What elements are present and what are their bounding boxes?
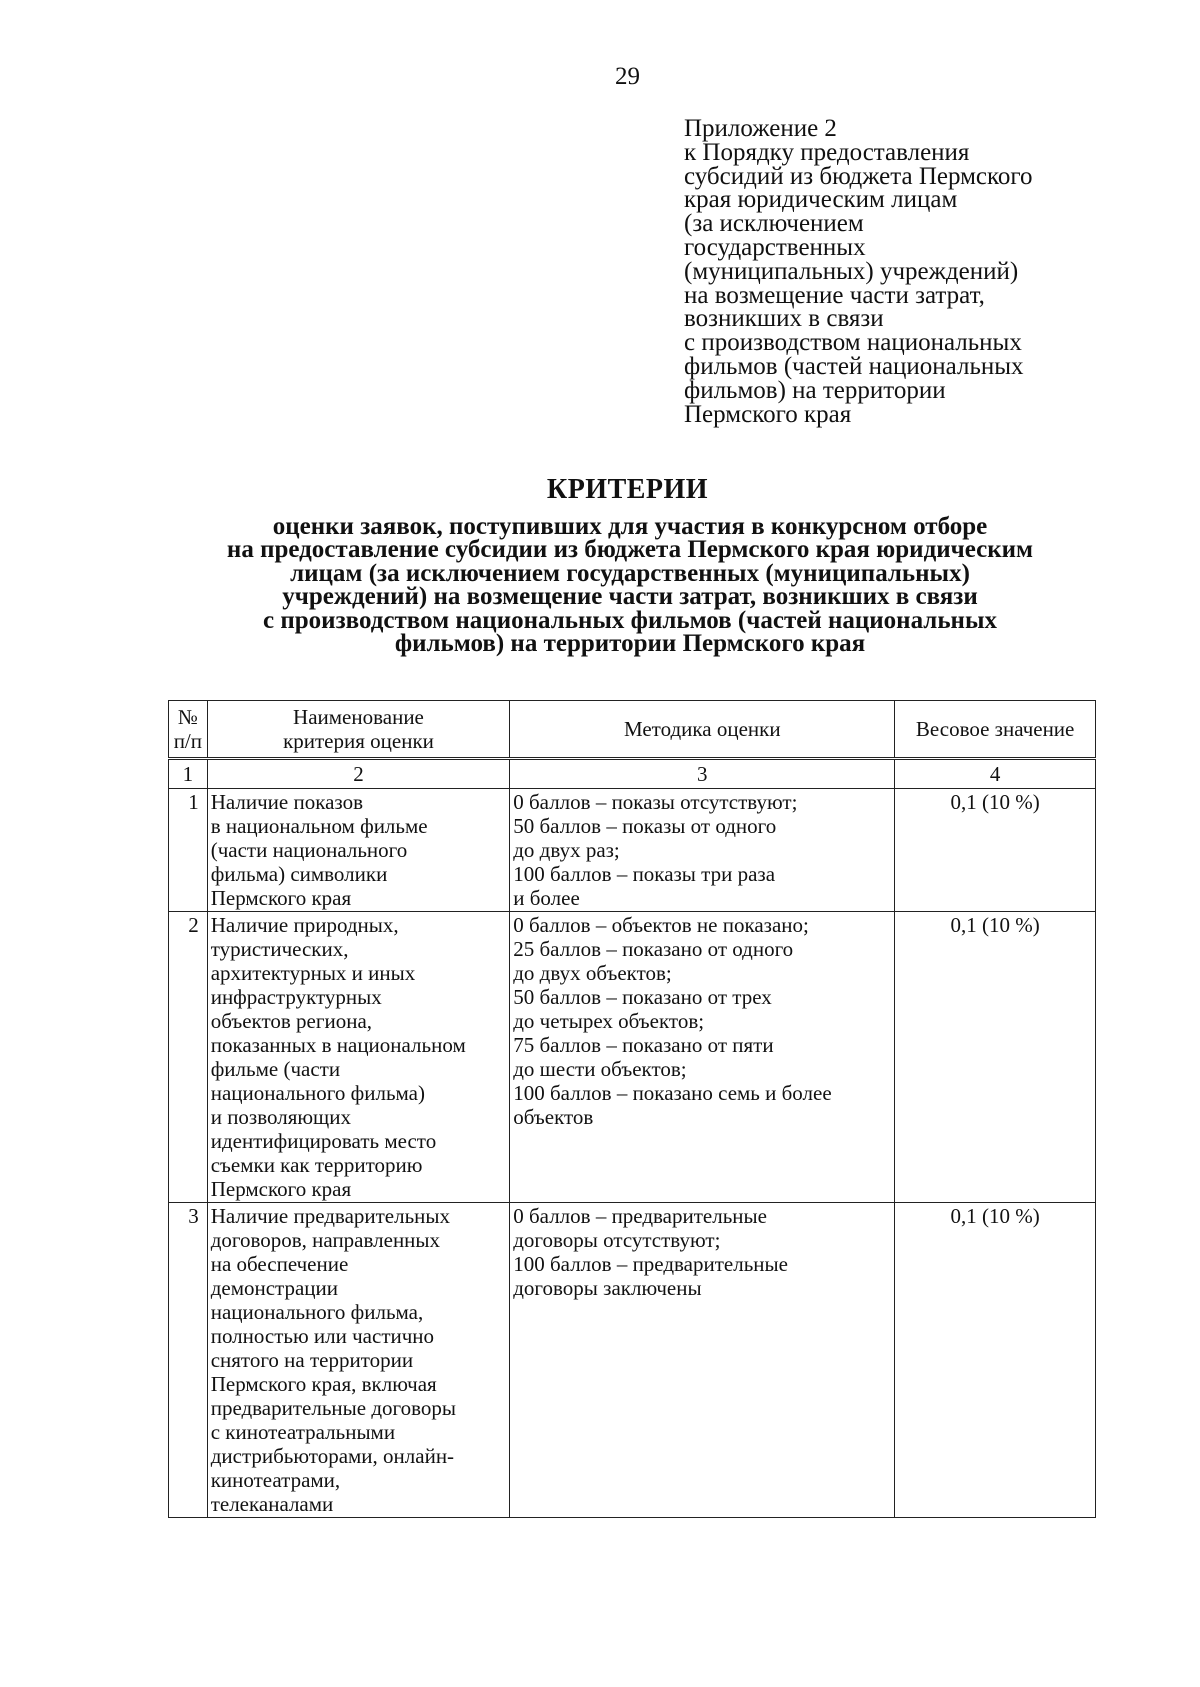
header-weight: Весовое значение: [895, 701, 1096, 759]
appendix-line: на возмещение части затрат,: [684, 281, 985, 309]
subtitle-line: на предоставление субсидии из бюджета Пермского края юридическим: [226, 536, 1034, 564]
header-name-line2: критерия оценки: [283, 729, 434, 753]
column-number-row: [169, 759, 1096, 789]
criterion-name-line: дистрибьюторами, онлайн-: [210, 1444, 455, 1468]
document-title: КРИТЕРИИ: [546, 474, 709, 505]
weight-value: 0,1 (10 %): [895, 789, 1096, 912]
appendix-line: к Порядку предоставления: [684, 138, 970, 166]
criterion-name-line: (части национального: [210, 838, 408, 862]
method-line: 50 баллов – показано от трех: [513, 985, 772, 1009]
criterion-name-line: снятого на территории: [210, 1348, 414, 1372]
criterion-name-line: договоров, направленных: [210, 1228, 441, 1252]
appendix-line: фильмов) на территории: [684, 376, 946, 404]
column-number: 3: [510, 759, 895, 789]
header-num: [169, 701, 208, 759]
criterion-name-line: инфраструктурных: [210, 985, 382, 1009]
method-line: до четырех объектов;: [513, 1009, 705, 1033]
page-number: 29: [615, 63, 640, 90]
method-line: до двух раз;: [513, 838, 620, 862]
criterion-name-line: показанных в национальном: [210, 1033, 466, 1057]
method-line: 100 баллов – показано семь и более: [513, 1081, 832, 1105]
appendix-line: субсидий из бюджета Пермского: [684, 162, 1033, 190]
method-line: до шести объектов;: [513, 1057, 687, 1081]
criterion-name-line: кинотеатрами,: [210, 1468, 341, 1492]
method-line: договоры отсутствуют;: [513, 1228, 721, 1252]
weight-value: 0,1 (10 %): [895, 912, 1096, 1203]
appendix-line: возникших в связи: [684, 305, 884, 333]
subtitle-line: лицам (за исключением государственных (муниципальных): [290, 559, 970, 587]
header-name-line1: Наименование: [293, 705, 424, 729]
subtitle-line: с производством национальных фильмов (частей национальных: [263, 606, 997, 634]
appendix-line: края юридическим лицам: [684, 186, 958, 214]
appendix-line: с производством национальных: [684, 329, 1022, 357]
method-line: договоры заключены: [513, 1276, 702, 1300]
criterion-name-line: в национальном фильме: [210, 814, 428, 838]
appendix-line: (за исключением: [684, 210, 864, 238]
criterion-name-line: фильме (части: [210, 1057, 341, 1081]
method-line: 100 баллов – показы три раза: [513, 862, 776, 886]
criterion-name-line: и позволяющих: [210, 1105, 351, 1129]
table-header: [169, 701, 1096, 789]
table-row: [169, 1203, 1096, 1518]
appendix-line: (муниципальных) учреждений): [684, 257, 1019, 285]
subtitle-line: учреждений) на возмещение части затрат, возникших в связи: [282, 583, 978, 611]
method-line: и более: [513, 886, 580, 910]
appendix-line: государственных: [684, 233, 866, 261]
column-number: 1: [169, 759, 208, 789]
appendix-block: [684, 117, 1124, 426]
method-line: 0 баллов – объектов не показано;: [513, 913, 809, 937]
criterion-name-line: фильма) символики: [210, 862, 388, 886]
subtitle-line: оценки заявок, поступивших для участия в конкурсном отборе: [272, 513, 988, 540]
criterion-name-line: национального фильма): [210, 1081, 425, 1105]
criterion-name-line: Пермского края, включая: [210, 1372, 437, 1396]
criterion-name: [207, 1203, 510, 1518]
criterion-name-line: Наличие предварительных: [210, 1204, 451, 1228]
criterion-name: [207, 789, 510, 912]
appendix-line: Пермского края: [684, 400, 852, 428]
criterion-name-line: демонстрации: [210, 1276, 339, 1300]
criterion-name-line: Наличие показов: [210, 790, 363, 814]
criterion-name-line: телеканалами: [210, 1492, 334, 1516]
method-line: объектов: [513, 1105, 594, 1129]
subtitle-line: фильмов) на территории Пермского края: [394, 630, 866, 658]
method-line: 75 баллов – показано от пяти: [513, 1033, 774, 1057]
evaluation-method: [510, 1203, 895, 1518]
table-row: [169, 912, 1096, 1203]
criterion-name-line: съемки как территорию: [210, 1153, 423, 1177]
method-line: 0 баллов – предварительные: [513, 1204, 767, 1228]
criterion-name-line: объектов региона,: [210, 1009, 373, 1033]
criterion-name-line: идентифицировать место: [210, 1129, 437, 1153]
criterion-name-line: туристических,: [210, 937, 349, 961]
method-line: 100 баллов – предварительные: [513, 1252, 788, 1276]
method-line: до двух объектов;: [513, 961, 672, 985]
document-subtitle: [160, 513, 1100, 658]
method-line: 0 баллов – показы отсутствуют;: [513, 790, 798, 814]
criterion-name-line: предварительные договоры: [210, 1396, 456, 1420]
criterion-name-line: Наличие природных,: [210, 913, 399, 937]
criterion-name-line: с кинотеатральными: [210, 1420, 396, 1444]
criteria-table: [168, 700, 1096, 1518]
criterion-name-line: национального фильма,: [210, 1300, 424, 1324]
evaluation-method: [510, 789, 895, 912]
criterion-name-line: Пермского края: [210, 886, 352, 910]
table-row: [169, 789, 1096, 912]
column-number: 2: [207, 759, 510, 789]
row-number: 3: [169, 1203, 208, 1518]
weight-value: 0,1 (10 %): [895, 1203, 1096, 1518]
header-num-line2: п/п: [173, 729, 202, 753]
row-number: 1: [169, 789, 208, 912]
header-method: Методика оценки: [510, 701, 895, 759]
criterion-name: [207, 912, 510, 1203]
criterion-name-line: архитектурных и иных: [210, 961, 416, 985]
table-body: [169, 789, 1096, 1518]
criterion-name-line: полностью или частично: [210, 1324, 435, 1348]
appendix-line: Приложение 2: [684, 115, 837, 142]
criterion-name-line: Пермского края: [210, 1177, 352, 1201]
method-line: 25 баллов – показано от одного: [513, 937, 794, 961]
header-num-line1: №: [177, 705, 198, 729]
header-row: [169, 701, 1096, 759]
column-number: 4: [895, 759, 1096, 789]
appendix-line: фильмов (частей национальных: [684, 352, 1024, 380]
row-number: 2: [169, 912, 208, 1203]
criterion-name-line: на обеспечение: [210, 1252, 349, 1276]
method-line: 50 баллов – показы от одного: [513, 814, 777, 838]
evaluation-method: [510, 912, 895, 1203]
header-name: [207, 701, 510, 759]
